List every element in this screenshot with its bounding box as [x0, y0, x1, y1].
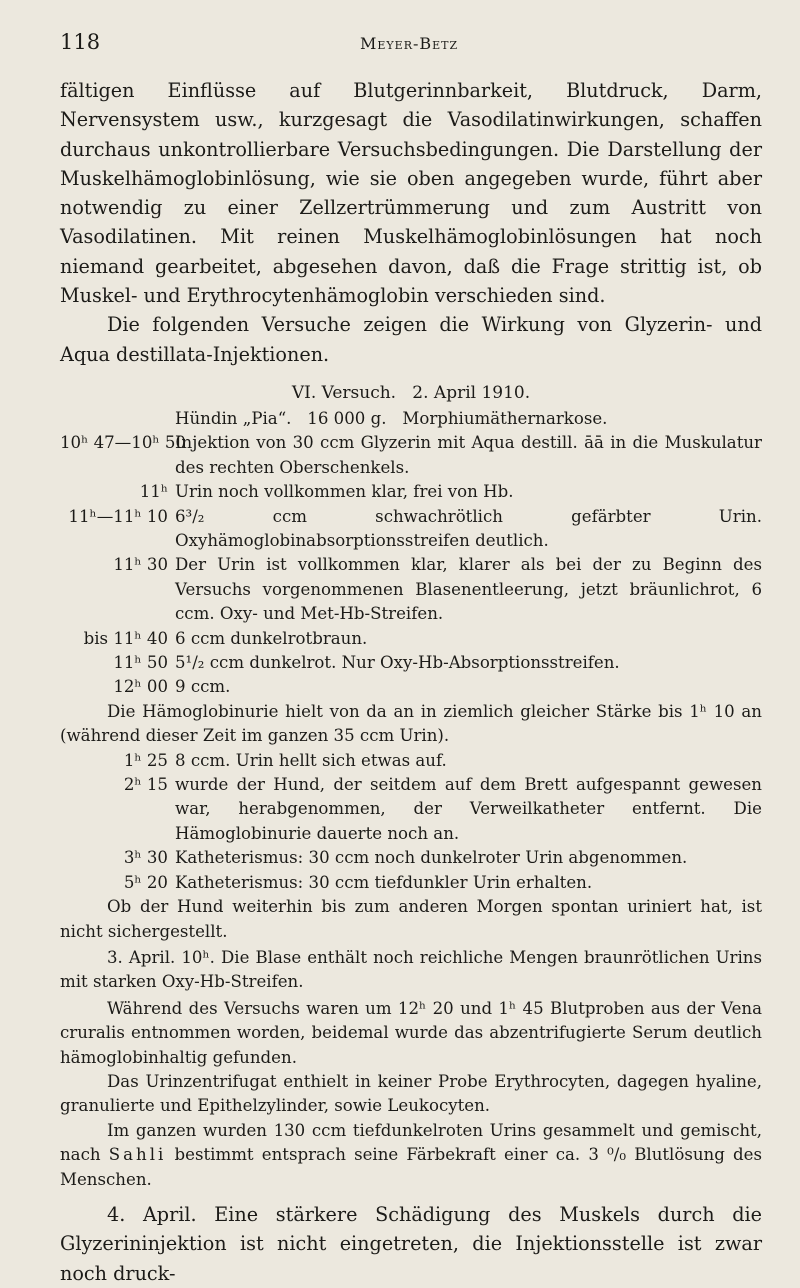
entry-text: Injektion von 30 ccm Glyzerin mit Aqua destill. āā in die Muskulatur des rechten Oberschenkels.: [175, 433, 762, 477]
protocol-entry: [60, 505, 762, 554]
entry-time: 5ʰ 20: [123, 872, 168, 892]
entry-time: 11ʰ 50: [113, 653, 168, 673]
paragraph: 4. April. Eine stärkere Schädigung des Muskels durch die Glyzerininjektion ist nicht eingetreten, die Injektionsstelle ist zwar noch druck-: [60, 1202, 762, 1285]
entry-time: 11ʰ: [139, 482, 168, 502]
protocol-entry: [60, 675, 762, 699]
page-number: 118: [60, 30, 101, 54]
entry-time: 11ʰ 30: [113, 555, 168, 575]
entry-text: 8 ccm. Urin hellt sich etwas auf.: [175, 750, 447, 770]
entry-text: 6³/₂ ccm schwachrötlich gefärbter Urin. Oxyhämoglobinabsorptionsstreifen deutlich.: [175, 506, 762, 550]
entry-text: wurde der Hund, der seitdem auf dem Brett aufgespannt gewesen war, herabgenommen, der Verweilkatheter entfernt. Die Hämoglobinurie dauerte noch an.: [175, 775, 762, 843]
protocol-note: Ob der Hund weiterhin bis zum anderen Morgen spontan uriniert hat, ist nicht sichergestellt.: [60, 897, 762, 941]
entry-time: 3ʰ 30: [123, 848, 168, 868]
protocol-note: Während des Versuchs waren um 12ʰ 20 und 1ʰ 45 Blutproben aus der Vena cruralis entnommen worden, beidemal wurde das abzentrifugierte Serum deutlich hämoglobinhaltig gefunden.: [60, 998, 762, 1067]
protocol-entry: [60, 480, 762, 504]
protocol-entry: [60, 431, 762, 480]
paragraph: fältigen Einflüsse auf Blutgerinnbarkeit, Blutdruck, Darm, Nervensystem usw., kurzgesagt die Vasodilatinwirkungen, schaffen durchaus unkontrollierbare Versuchsbedingungen. Die Darstellung der Muskelhämoglobinlösung, wie sie oben angegeben wurde, führt aber notwendig zu einer Zellzertrümmerung und zum Austritt von Vasodilatinen. Mit reinen Muskelhämoglobinlösungen hat noch niemand gearbeitet, abgesehen davon, daß die Frage strittig ist, ob Muskel- und Erythrocytenhämoglobin verschieden sind.: [60, 79, 762, 308]
running-head: Meyer-Betz: [360, 34, 459, 53]
entry-time: 2ʰ 15: [123, 775, 168, 795]
entry-time: 11ʰ—11ʰ 10: [68, 506, 168, 526]
experiment-heading: VI. Versuch. 2. April 1910.: [291, 382, 531, 403]
entry-text: 9 ccm.: [175, 677, 231, 697]
entry-text: Urin noch vollkommen klar, frei von Hb.: [175, 482, 514, 502]
entry-time: 1ʰ 25: [123, 750, 168, 770]
author-name: Sahli: [108, 1145, 167, 1165]
protocol-continuation: Die Hämoglobinurie hielt von da an in ziemlich gleicher Stärke bis 1ʰ 10 an (während dieser Zeit im ganzen 35 ccm Urin).: [60, 701, 762, 746]
protocol-entry: [60, 627, 762, 651]
entry-text: Katheterismus: 30 ccm noch dunkelroter Urin abgenommen.: [175, 848, 688, 868]
entry-time: 10ʰ 47—10ʰ 50: [60, 433, 186, 453]
entry-text: 5¹/₂ ccm dunkelrot. Nur Oxy-Hb-Absorptionsstreifen.: [175, 653, 620, 673]
protocol-entry: [60, 773, 762, 846]
protocol-entry: [60, 749, 762, 773]
protocol-entry: [60, 651, 762, 675]
page-body: [60, 76, 762, 1288]
sahli-text-after: bestimmt entsprach seine Färbekraft einer ca. 3 ⁰/₀ Blutlösung des Menschen.: [60, 1145, 763, 1189]
entry-text: Der Urin ist vollkommen klar, klarer als bei der zu Beginn des Versuchs vorgenommenen Blasenentleerung, jetzt bräunlichrot, 6 ccm. Oxy- und Met-Hb-Streifen.: [175, 555, 762, 624]
paragraph: Die folgenden Versuche zeigen die Wirkung von Glyzerin- und Aqua destillata-Injektionen.: [60, 313, 762, 366]
entry-time: 12ʰ 00: [113, 677, 168, 697]
protocol-note: 3. April. 10ʰ. Die Blase enthält noch reichliche Mengen braunrötlichen Urins mit starken Oxy-Hb-Streifen.: [60, 947, 762, 992]
protocol-note-sahli: [60, 1119, 762, 1192]
entry-time: bis 11ʰ 40: [83, 628, 168, 648]
protocol-note: Das Urinzentrifugat enthielt in keiner Probe Erythrocyten, dagegen hyaline, granulierte und Epithelzylinder, sowie Leukocyten.: [60, 1071, 762, 1116]
protocol-entry: [60, 871, 762, 895]
protocol-entry: [60, 846, 762, 870]
experiment-subject: Hündin „Pia“. 16 000 g. Morphiumäthernarkose.: [175, 408, 608, 428]
sahli-text-before: Im ganzen wurden 130 ccm tiefdunkelroten Urins gesammelt und gemischt, nach: [60, 1120, 762, 1165]
entry-text: 6 ccm dunkelrotbraun.: [175, 628, 368, 648]
protocol-entry: [60, 553, 762, 626]
page-header: [60, 30, 760, 60]
entry-text: Katheterismus: 30 ccm tiefdunkler Urin erhalten.: [175, 872, 593, 892]
